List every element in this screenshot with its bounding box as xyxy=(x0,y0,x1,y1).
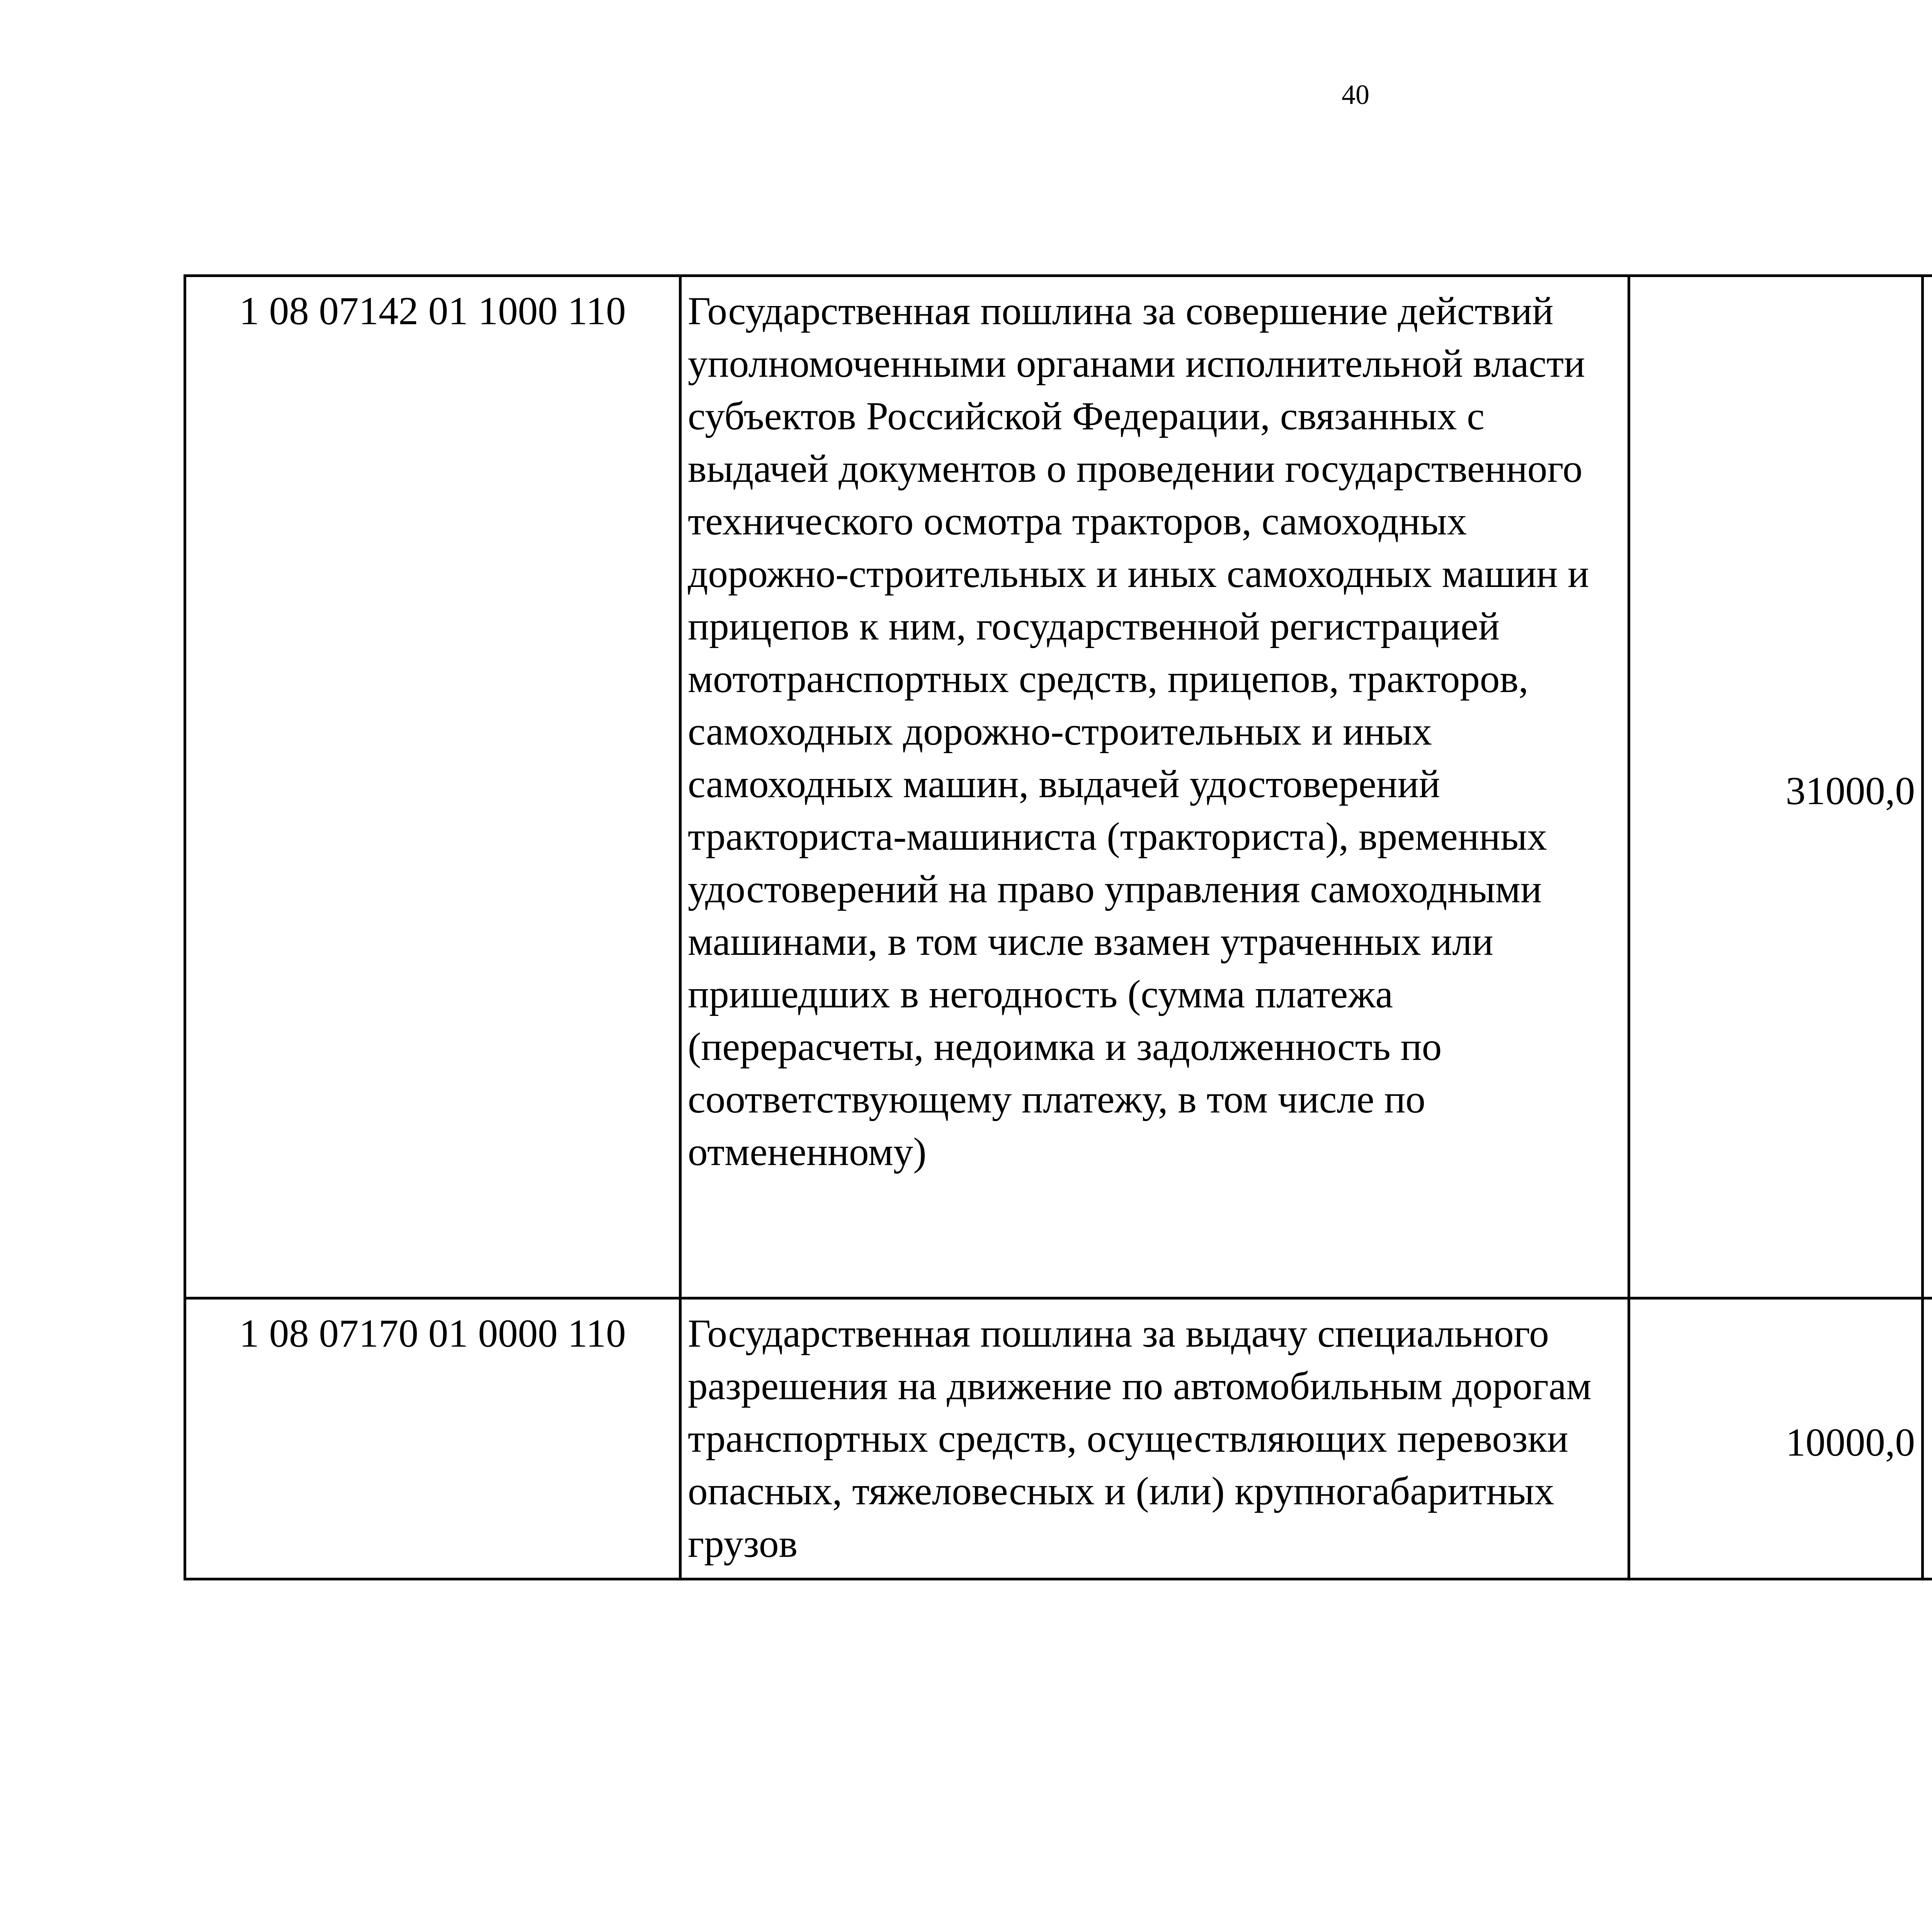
page-number: 40 xyxy=(1342,79,1369,110)
table-row xyxy=(185,1298,1932,1579)
amount-cell-year-2 xyxy=(1923,276,1932,1298)
description-cell: Государственная пошлина за выдачу специального разрешения на движение по автомобильным дорогам транспортных средств, осуществляющих перевозки опасных, тяжеловесных и (или) крупногабаритных грузов xyxy=(680,1298,1629,1579)
amount-cell-year-1: 10000,0 xyxy=(1629,1298,1923,1579)
budget-revenue-table xyxy=(184,274,1932,1580)
amount-cell-year-2 xyxy=(1923,1298,1932,1579)
budget-code-cell: 1 08 07170 01 0000 110 xyxy=(185,1298,680,1579)
budget-code-cell: 1 08 07142 01 1000 110 xyxy=(185,276,680,1298)
description-cell: Государственная пошлина за совершение действий уполномоченными органами исполнительной власти субъектов Российской Федерации, связанных с выдачей документов о проведении государственного технического осмотра тракторов, самоходных дорожно-строительных и иных самоходных машин и прицепов к ним, государственной регистрацией мототранспортных средств, прицепов, тракторов, самоходных дорожно-строительных и иных самоходных машин, выдачей удостоверений тракториста-машиниста (тракториста), временных удостоверений на право управления самоходными машинами, в том числе взамен утраченных или пришедших в негодность (сумма платежа (перерасчеты, недоимка и задолженность по соответствующему платежу, в том числе по отмененному) xyxy=(680,276,1629,1298)
amount-cell-year-1: 31000,0 xyxy=(1629,276,1923,1298)
table-row xyxy=(185,276,1932,1298)
